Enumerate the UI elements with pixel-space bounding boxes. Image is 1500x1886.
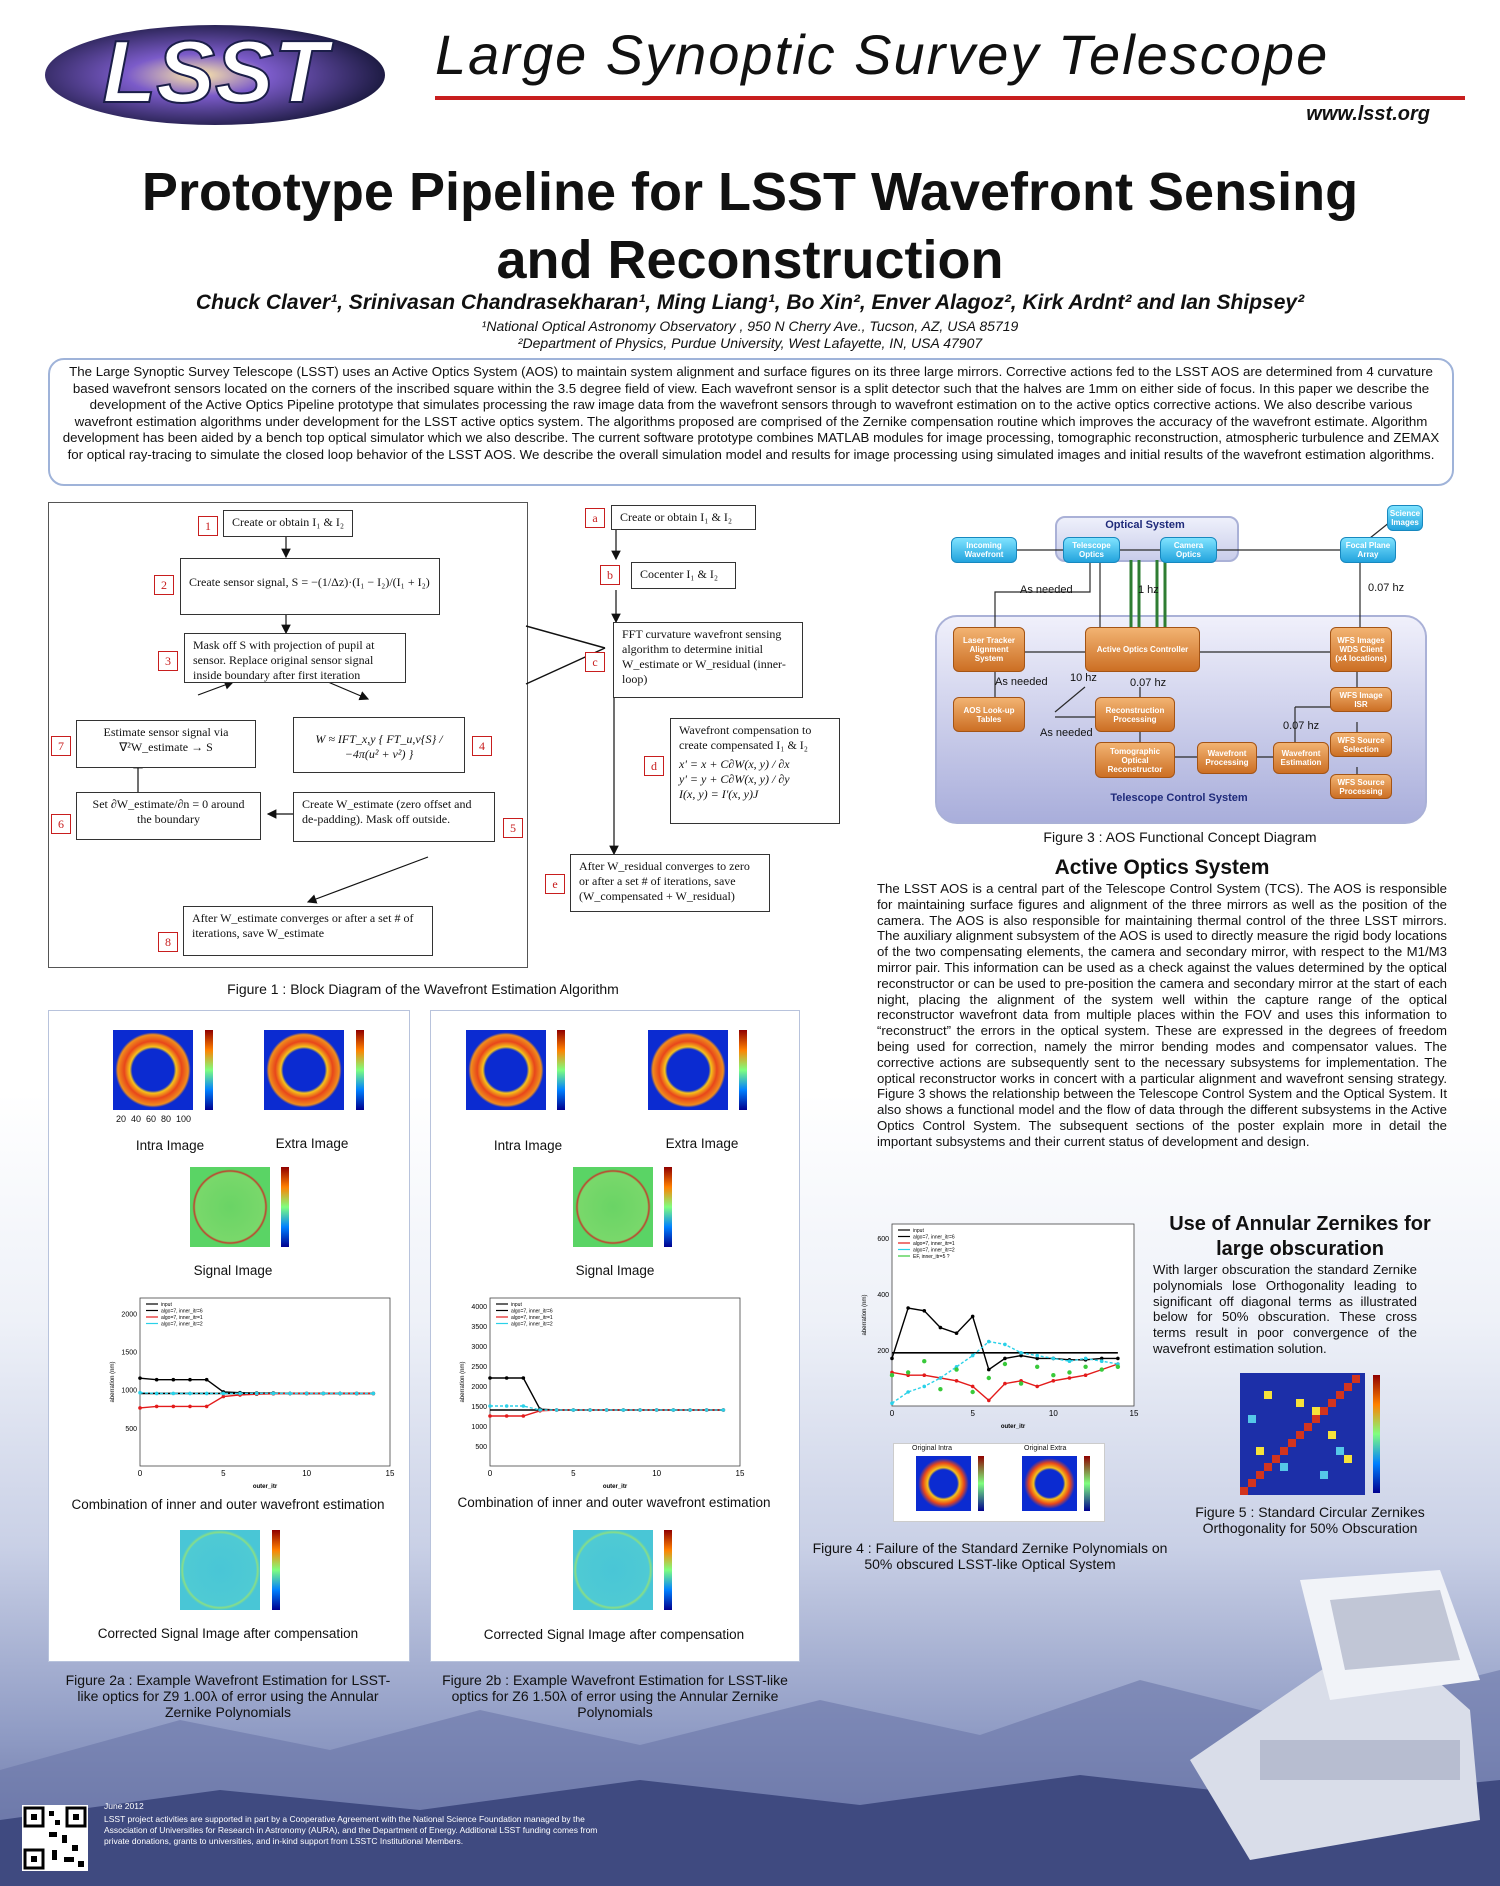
colorbar xyxy=(978,1456,984,1511)
equation-3: I(x, y) = I'(x, y)J xyxy=(679,787,759,801)
step-3-box: Mask off S with projection of pupil at sensor. Replace original sensor signal inside boundary after first iteration xyxy=(184,633,406,683)
data-point xyxy=(1100,1367,1104,1371)
signal-image-label-2a: Signal Image xyxy=(193,1263,273,1278)
step-6-box: Set ∂W_estimate/∂n = 0 around the boundary xyxy=(76,792,261,840)
wavefront-processing-node: Wavefront Processing xyxy=(1197,742,1257,774)
data-point xyxy=(971,1385,975,1389)
colorbar xyxy=(205,1030,213,1110)
data-point xyxy=(522,1414,526,1418)
x-tick-label: 0 xyxy=(137,1469,143,1478)
y-tick-label: 2000 xyxy=(121,1311,137,1319)
abstract: The Large Synoptic Survey Telescope (LSST) uses an Active Optics System (AOS) to maintain system alignment and surface figures on its three large mirrors. Corrective actions fed to the LSST AOS are determined from 4 curvature based wavefront sensors located on the corners of the inscribed square within the 3.5 degree field of view. Each wavefront sensor is a split detector such that the halves are 1mm on either side of focus. In this paper we describe the development of the Active Optics Pipeline prototype that simulates processing the raw image data from the wavefront sensors through to wavefront estimation on to the active optics corrective actions. We also describe various wavefront estimation algorithms under development for the LSST active optics system. The algorithms proposed are comprised of the Zernike compensation routine which improves the accuracy of the wavefront estimate. Algorithm development has been aided by a bench top optical simulator which we also describe. The current software prototype combines MATLAB modules for image processing, tomographic reconstruction, atmospheric turbulence and ZEMAX for optical ray-tracing to simulate the closed loop behavior of the LSST AOS. We describe the overall simulation model and results for image processing using simulated images and initial results of the wavefront estimation algorithms. xyxy=(48,358,1454,486)
data-point xyxy=(1019,1381,1023,1385)
laser-tracker-node: Laser Tracker Alignment System xyxy=(953,627,1025,672)
data-point xyxy=(188,1392,192,1396)
data-point xyxy=(890,1401,894,1405)
x-tick-label: 10 xyxy=(1048,1409,1058,1418)
step-number-5: 5 xyxy=(503,818,523,838)
data-point xyxy=(1116,1357,1120,1361)
chart-2b xyxy=(458,1290,748,1490)
extra-image-2a xyxy=(264,1030,344,1110)
wfs-images-node: WFS Images WDS Client (x4 locations) xyxy=(1330,627,1392,672)
authors: Chuck Claver¹, Srinivasan Chandrasekharan¹, Ming Liang¹, Bo Xin², Enver Alagoz², Kirk Ardnt² and Ian Shipsey² xyxy=(195,291,1305,314)
tick-label: 20 xyxy=(116,1114,127,1124)
data-point xyxy=(1019,1351,1023,1355)
y-tick-label: 3500 xyxy=(471,1324,487,1331)
x-tick-label: 10 xyxy=(652,1469,662,1478)
data-point xyxy=(971,1315,975,1319)
colorbar xyxy=(739,1030,747,1110)
data-point xyxy=(505,1404,509,1408)
data-point xyxy=(987,1376,991,1380)
aos-body: The LSST AOS is a central part of the Telescope Control System (TCS). The AOS is responsible for maintaining surface figures and alignment of the three mirrors as well as the position of the camera. The AOS is also responsible for maintaining thermal control of the three LSST mirrors. The auxiliary alignment subsystem of the AOS is used to directly measure the rigid body locations of the two compensating elements, the camera and secondary mirror, with respect to the M1/M3 mirror pair. This information can be used as a check against the values determined by the optical reconstructor or can be used to pre-position the camera and secondary mirror at the start of each night, placing the alignment of the system well within the capture range of the optical reconstructor wavefront data from multiple places within the FOV and uses this information to “reconstruct” the errors in the optical system. These are expressed in the degrees of freedom being used for correction, namely the mirror bending modes and compensator values. The corrective actions are subsequently sent to the necessary subsystems for implementation. The optical reconstructor works in concert with a particular alignment and wavefront sensing strategy. Figure 3 shows the relationship between the Telescope Control System and the Optical System. It also shows a functional model and the flow of data through the different subsystems in the Active Optics Control System. The subsequent sections of the poster explain more in detail the important subsystems and their current status of development and design. xyxy=(877,881,1447,1149)
data-point xyxy=(172,1392,176,1396)
y-axis-label: aberration (nm) xyxy=(862,1294,868,1336)
affiliation-1: ¹National Optical Astronomy Observatory , 950 N Cherry Ave., Tucson, AZ, USA 85719 xyxy=(481,318,1019,334)
data-point xyxy=(987,1399,991,1403)
colorbar xyxy=(356,1030,364,1110)
legend-label: algo=7, inner_itr=2 xyxy=(161,1321,203,1328)
data-point xyxy=(172,1378,176,1382)
footer-date: June 2012 xyxy=(104,1801,144,1811)
y-tick-label: 1000 xyxy=(121,1387,137,1395)
step-number-2: 2 xyxy=(154,575,174,595)
chart-2a xyxy=(108,1290,398,1490)
x-tick-label: 15 xyxy=(385,1469,395,1478)
step-letter-e: e xyxy=(545,874,565,894)
step-letter-d: d xyxy=(644,756,664,776)
data-point xyxy=(1003,1343,1007,1347)
flow-label: 0.07 hz xyxy=(1283,720,1320,732)
combination-label-2a: Combination of inner and outer wavefront estimation xyxy=(71,1497,385,1512)
flow-label: 0.07 hz xyxy=(1130,677,1167,689)
zernike-heading: Use of Annular Zernikes for large obscuration xyxy=(1169,1213,1431,1260)
data-point xyxy=(922,1385,926,1389)
data-point xyxy=(155,1378,159,1382)
intra-image-2a xyxy=(113,1030,193,1110)
figure-3-diagram xyxy=(935,502,1425,822)
zernike-body: With larger obscuration the standard Zernike polynomials lose Orthogonality leading to significant off diagonal terms as illustrated below for 50% obscuration. These cross terms result in poor convergence of the wavefront estimation solution. xyxy=(1153,1262,1417,1356)
data-point xyxy=(722,1408,726,1412)
data-point xyxy=(939,1376,943,1380)
data-point xyxy=(1052,1357,1056,1361)
chart-4 xyxy=(860,1216,1142,1430)
data-point xyxy=(205,1392,209,1396)
orig-intra-label: Original Intra xyxy=(912,1445,953,1452)
wfs-isr-node: WFS Image ISR xyxy=(1330,687,1392,712)
title-line-1: Prototype Pipeline for LSST Wavefront Sensing xyxy=(141,162,1359,222)
data-point xyxy=(906,1390,910,1394)
data-point xyxy=(938,1387,942,1391)
data-point xyxy=(939,1326,943,1330)
data-point xyxy=(522,1404,526,1408)
camera-optics-node: Camera Optics xyxy=(1160,537,1217,563)
flow-label: 1 hz xyxy=(1138,584,1159,596)
data-point xyxy=(655,1408,659,1412)
data-point xyxy=(1068,1376,1072,1380)
affiliation-2: ²Department of Physics, Purdue University, West Lafayette, IN, USA 47907 xyxy=(517,335,983,351)
data-point xyxy=(890,1373,894,1377)
data-point xyxy=(255,1392,259,1396)
tomographic-reconstructor-node: Tomographic Optical Reconstructor xyxy=(1095,742,1175,778)
signal-image-label-2b: Signal Image xyxy=(575,1263,655,1278)
signal-image-2a xyxy=(190,1167,270,1247)
wfs-source-processing-node: WFS Source Processing xyxy=(1330,774,1392,799)
step-8-box: After W_estimate converges or after a set # of iterations, save W_estimate xyxy=(183,906,433,956)
step-d-text: Wavefront compensation to create compensated I₁ & I₂ xyxy=(679,723,812,752)
x-tick-label: 5 xyxy=(571,1469,576,1478)
data-point xyxy=(638,1408,642,1412)
step-5-box: Create W_estimate (zero offset and de-padding). Mask off outside. xyxy=(293,792,495,842)
data-point xyxy=(188,1405,192,1409)
y-tick-label: 3000 xyxy=(471,1344,487,1351)
data-point xyxy=(955,1331,959,1335)
data-point xyxy=(488,1414,492,1418)
figure-1-diagram xyxy=(48,502,848,982)
y-tick-label: 1000 xyxy=(471,1424,487,1431)
fig4-images xyxy=(893,1443,1105,1522)
step-2-box: Create sensor signal, S = −(1/Δz)·(I₁ − I₂)/(I₁ + I₂) xyxy=(180,558,440,615)
tick-label: 60 xyxy=(146,1114,157,1124)
y-tick-label: 2500 xyxy=(471,1364,487,1371)
y-tick-label: 500 xyxy=(125,1425,137,1433)
combination-label-2b: Combination of inner and outer wavefront estimation xyxy=(457,1495,771,1510)
flow-label: As needed xyxy=(995,676,1048,688)
data-point xyxy=(505,1376,509,1380)
corrected-label-2b: Corrected Signal Image after compensation xyxy=(483,1627,745,1642)
x-axis-label: outer_itr xyxy=(252,1484,278,1490)
flow-label: 10 hz xyxy=(1070,672,1097,684)
data-point xyxy=(338,1392,342,1396)
step-number-7: 7 xyxy=(51,736,71,756)
colorbar xyxy=(664,1167,672,1247)
science-images-node: Science Images xyxy=(1387,505,1423,531)
title-line-2: and Reconstruction xyxy=(496,230,1004,290)
header-rule xyxy=(435,96,1465,100)
data-point xyxy=(372,1392,376,1396)
legend-label: algo=7, inner_itr=1 xyxy=(161,1315,203,1321)
data-point xyxy=(588,1408,592,1412)
incoming-wavefront-node: Incoming Wavefront xyxy=(951,537,1017,563)
y-tick-label: 500 xyxy=(475,1444,487,1451)
data-point xyxy=(222,1392,226,1396)
y-tick-label: 600 xyxy=(877,1236,889,1243)
focal-plane-node: Focal Plane Array xyxy=(1340,537,1396,563)
data-point xyxy=(987,1340,991,1344)
step-number-3: 3 xyxy=(158,651,178,671)
data-point xyxy=(906,1306,910,1310)
legend-label: algo=7, inner_itr=6 xyxy=(913,1234,955,1241)
data-point xyxy=(1003,1362,1007,1366)
data-point xyxy=(1051,1373,1055,1377)
x-tick-label: 10 xyxy=(302,1469,312,1478)
footer-text: LSST project activities are supported in part by a Cooperative Agreement with the National Science Foundation managed by the Association of Universities for Research in Astronomy (AURA), and the Department of Energy. Additional LSST funding comes from private donations, grants to universities, and in-kind support from LSSTC Institutional Members. xyxy=(104,1814,598,1846)
data-point xyxy=(138,1406,142,1410)
telescope-optics-node: Telescope Optics xyxy=(1063,537,1120,563)
signal-image-2b xyxy=(573,1167,653,1247)
step-number-8: 8 xyxy=(158,932,178,952)
step-1-box: Create or obtain I₁ & I₂ xyxy=(223,510,353,537)
step-4-box: W ≈ IFT_x,y { FT_u,v{S} / −4π(u² + v²) } xyxy=(293,717,465,773)
legend-label: algo=7, inner_itr=1 xyxy=(913,1241,955,1247)
x-tick-label: 15 xyxy=(1129,1409,1139,1418)
data-point xyxy=(1003,1382,1007,1386)
data-point xyxy=(522,1376,526,1380)
colorbar xyxy=(557,1030,565,1110)
qr-code[interactable] xyxy=(22,1805,88,1871)
data-point xyxy=(1116,1365,1120,1369)
data-point xyxy=(955,1379,959,1383)
data-point xyxy=(1084,1357,1088,1361)
website-link[interactable]: www.lsst.org xyxy=(1306,103,1430,125)
flow-label: As needed xyxy=(1040,727,1093,739)
data-point xyxy=(688,1408,692,1412)
legend-label: algo=7, inner_itr=6 xyxy=(511,1308,553,1315)
data-point xyxy=(488,1376,492,1380)
optical-system-label: Optical System xyxy=(1105,519,1185,531)
data-point xyxy=(970,1390,974,1394)
step-letter-b: b xyxy=(600,565,620,585)
figure-5-caption: Figure 5 : Standard Circular Zernikes Orthogonality for 50% Obscuration xyxy=(1195,1504,1425,1536)
aos-lookup-tables-node: AOS Look-up Tables xyxy=(953,697,1025,732)
intra-image-label-2b: Intra Image xyxy=(493,1138,563,1153)
step-c-box: FFT curvature wavefront sensing algorithm to determine initial W_estimate or W_residual (inner-loop) xyxy=(613,622,803,698)
legend-label: input xyxy=(161,1302,172,1308)
legend-label: algo=7, inner_itr=6 xyxy=(161,1308,203,1315)
step-letter-a: a xyxy=(585,508,605,528)
data-point xyxy=(622,1408,626,1412)
intra-image-2b xyxy=(466,1030,546,1110)
data-point xyxy=(155,1392,159,1396)
data-point xyxy=(205,1405,209,1409)
data-point xyxy=(987,1368,991,1372)
tick-label: 80 xyxy=(161,1114,172,1124)
y-tick-label: 1500 xyxy=(471,1404,487,1411)
flow-label: As needed xyxy=(1020,584,1073,596)
y-tick-label: 200 xyxy=(877,1348,889,1355)
figure-5-matrix xyxy=(1240,1373,1385,1495)
active-optics-controller-node: Active Optics Controller xyxy=(1085,627,1200,672)
colorbar xyxy=(1084,1456,1090,1511)
step-number-1: 1 xyxy=(198,516,218,536)
x-tick-label: 0 xyxy=(487,1469,493,1478)
data-point xyxy=(138,1376,142,1380)
equation-2: y' = y + C∂W(x, y) / ∂y xyxy=(679,772,790,786)
data-point xyxy=(1068,1359,1072,1363)
data-point xyxy=(538,1408,542,1412)
data-point xyxy=(890,1357,894,1361)
tick-label: 40 xyxy=(131,1114,142,1124)
data-point xyxy=(906,1370,910,1374)
data-point xyxy=(705,1408,709,1412)
data-point xyxy=(355,1392,359,1396)
extra-image-label-2a: Extra Image xyxy=(275,1136,349,1151)
step-d-box xyxy=(670,718,840,824)
data-point xyxy=(155,1405,159,1409)
legend-label: algo=7, inner_itr=1 xyxy=(511,1315,553,1321)
step-b-box: Cocenter I₁ & I₂ xyxy=(631,562,736,589)
data-point xyxy=(572,1408,576,1412)
colorbar xyxy=(281,1167,289,1247)
data-point xyxy=(188,1378,192,1382)
data-point xyxy=(605,1408,609,1412)
data-point xyxy=(1035,1365,1039,1369)
data-point xyxy=(322,1392,326,1396)
data-point xyxy=(1035,1354,1039,1358)
data-point xyxy=(238,1392,242,1396)
step-letter-c: c xyxy=(585,652,605,672)
data-point xyxy=(138,1391,142,1395)
x-tick-label: 5 xyxy=(221,1469,226,1478)
orig-extra-label: Original Extra xyxy=(1024,1445,1067,1452)
intra-image-label-2a: Intra Image xyxy=(135,1138,205,1153)
x-axis-label: outer_itr xyxy=(602,1484,628,1490)
orig-intra-image xyxy=(916,1456,971,1511)
wavefront-estimation-node: Wavefront Estimation xyxy=(1273,742,1329,774)
step-e-box: After W_residual converges to zero or after a set # of iterations, save (W_compensated + W_residual) xyxy=(570,854,770,912)
data-point xyxy=(1052,1379,1056,1383)
logo-text: LSST xyxy=(102,22,328,121)
data-point xyxy=(1084,1373,1088,1377)
data-point xyxy=(305,1392,309,1396)
y-axis-label: aberration (nm) xyxy=(110,1361,116,1403)
colorbar xyxy=(1373,1375,1380,1493)
poster-title xyxy=(0,158,1500,294)
data-point xyxy=(672,1408,676,1412)
data-point xyxy=(1067,1370,1071,1374)
y-axis-label: aberration (nm) xyxy=(460,1361,466,1403)
data-point xyxy=(1083,1365,1087,1369)
data-point xyxy=(272,1392,276,1396)
data-point xyxy=(172,1405,176,1409)
data-point xyxy=(954,1367,958,1371)
y-tick-label: 1500 xyxy=(121,1349,137,1357)
flow-label: 0.07 hz xyxy=(1368,582,1405,594)
step-number-6: 6 xyxy=(51,814,71,834)
figure-2b-caption: Figure 2b : Example Wavefront Estimation for LSST-like optics for Z6 1.50λ of error using the Annular Zernike Polynomials xyxy=(442,1672,788,1720)
data-point xyxy=(1035,1385,1039,1389)
legend-label: algo=7, inner_itr=2 xyxy=(511,1321,553,1328)
y-tick-label: 2000 xyxy=(471,1384,487,1391)
x-tick-label: 15 xyxy=(735,1469,745,1478)
orig-extra-image xyxy=(1022,1456,1077,1511)
y-tick-label: 400 xyxy=(877,1292,889,1299)
legend-label: EF, inner_itr=5 ? xyxy=(913,1254,950,1260)
data-point xyxy=(922,1309,926,1313)
lsst-logo xyxy=(40,20,390,130)
telescope-control-system-label: Telescope Control System xyxy=(1110,792,1248,804)
org-title: Large Synoptic Survey Telescope xyxy=(435,23,1330,86)
extra-image-label-2b: Extra Image xyxy=(665,1136,739,1151)
corrected-label-2a: Corrected Signal Image after compensation xyxy=(97,1626,359,1641)
step-number-4: 4 xyxy=(472,736,492,756)
data-point xyxy=(971,1354,975,1358)
legend-label: algo=7, inner_itr=2 xyxy=(913,1247,955,1254)
figure-3-caption: Figure 3 : AOS Functional Concept Diagram xyxy=(1043,829,1317,845)
equation-1: x' = x + C∂W(x, y) / ∂x xyxy=(679,757,790,771)
data-point xyxy=(488,1404,492,1408)
reconstruction-processing-node: Reconstruction Processing xyxy=(1095,697,1175,732)
y-tick-label: 4000 xyxy=(471,1304,487,1311)
x-tick-label: 0 xyxy=(889,1409,895,1418)
x-tick-label: 5 xyxy=(970,1409,975,1418)
figure-2a-caption: Figure 2a : Example Wavefront Estimation for LSST-like optics for Z9 1.00λ of error using the Annular Zernike Polynomials xyxy=(65,1672,391,1720)
data-point xyxy=(505,1414,509,1418)
figure-4-caption: Figure 4 : Failure of the Standard Zernike Polynomials on 50% obscured LSST-like Optical System xyxy=(812,1540,1168,1572)
data-point xyxy=(205,1378,209,1382)
data-point xyxy=(1100,1359,1104,1363)
step-a-box: Create or obtain I₁ & I₂ xyxy=(611,505,756,530)
x-axis-label: outer_itr xyxy=(1000,1424,1026,1430)
figure-1-caption: Figure 1 : Block Diagram of the Wavefront Estimation Algorithm xyxy=(227,981,619,997)
extra-image-2b xyxy=(648,1030,728,1110)
step-7-box: Estimate sensor signal via ∇²W_estimate → S xyxy=(76,720,256,768)
data-point xyxy=(555,1408,559,1412)
aos-heading: Active Optics System xyxy=(1054,856,1270,879)
legend-label: input xyxy=(913,1228,924,1234)
data-point xyxy=(922,1373,926,1377)
wfs-source-selection-node: WFS Source Selection xyxy=(1330,732,1392,757)
data-point xyxy=(288,1392,292,1396)
data-point xyxy=(922,1359,926,1363)
data-point xyxy=(1003,1357,1007,1361)
legend-label: input xyxy=(511,1302,522,1308)
tick-label: 100 xyxy=(176,1114,192,1124)
